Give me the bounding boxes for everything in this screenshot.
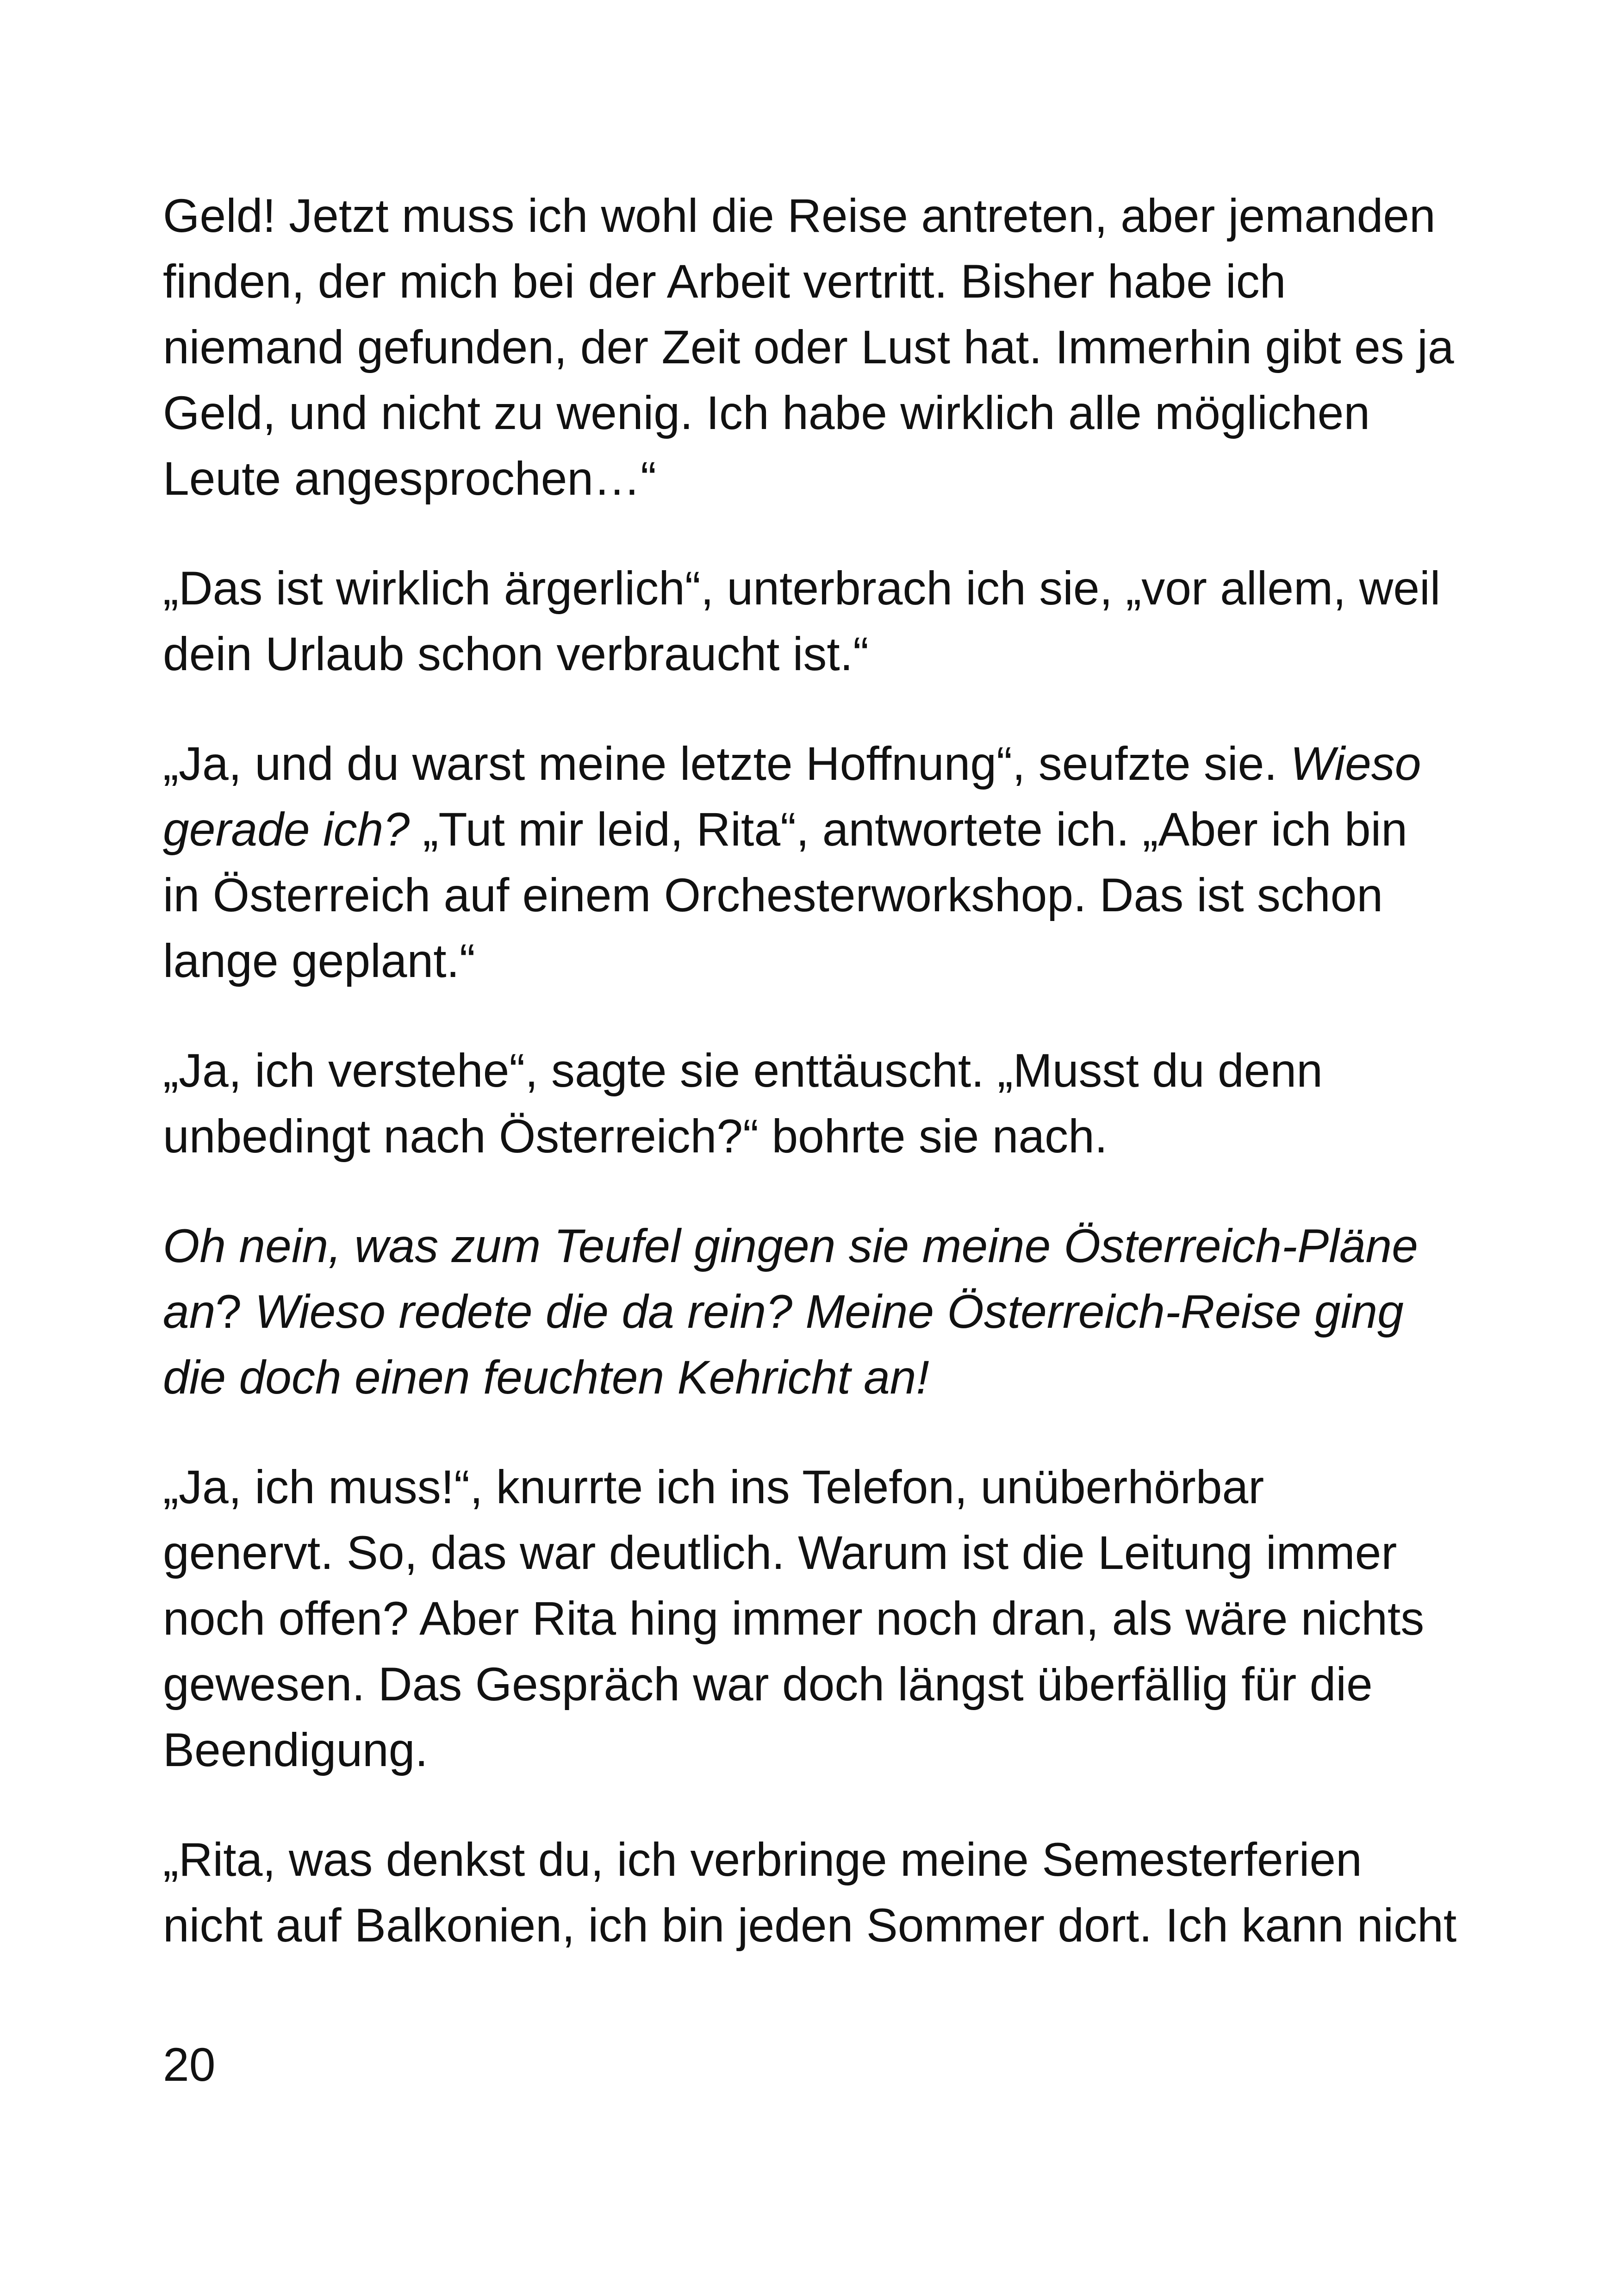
text-run: nicht auf Balkonien, ich bin jeden Sommer dort. Ich kann nicht	[163, 1899, 1457, 1952]
text-line	[163, 796, 1459, 862]
text-line	[163, 249, 1459, 314]
paragraph	[163, 183, 1459, 511]
text-line	[163, 446, 1459, 511]
text-run: Beendigung.	[163, 1724, 428, 1776]
text-line	[163, 731, 1459, 796]
italic-text: an	[163, 1285, 216, 1338]
paragraph	[163, 1827, 1459, 1958]
text-run: ?	[215, 1285, 255, 1338]
text-line	[163, 1213, 1459, 1279]
text-run: in Österreich auf einem Orchesterworkshop. Das ist schon	[163, 869, 1383, 921]
text-run: noch offen? Aber Rita hing immer noch dran, als wäre nichts	[163, 1592, 1425, 1645]
page-number: 20	[163, 2038, 216, 2091]
text-run: finden, der mich bei der Arbeit vertritt. Bisher habe ich	[163, 255, 1286, 308]
text-line	[163, 1892, 1459, 1958]
text-line	[163, 1520, 1459, 1586]
text-line	[163, 314, 1459, 380]
text-run: „Ja, ich verstehe“, sagte sie enttäuscht. „Musst du denn	[163, 1044, 1323, 1097]
text-line	[163, 1279, 1459, 1344]
text-run: Leute angesprochen…“	[163, 452, 657, 505]
text-line	[163, 928, 1459, 994]
text-run: „Rita, was denkst du, ich verbringe meine Semesterferien	[163, 1833, 1362, 1886]
text-line	[163, 1827, 1459, 1892]
text-run: genervt. So, das war deutlich. Warum ist die Leitung immer	[163, 1526, 1397, 1579]
text-line	[163, 1717, 1459, 1783]
text-line	[163, 183, 1459, 249]
body-text	[163, 183, 1459, 2002]
paragraph	[163, 731, 1459, 994]
text-run: „Ja, und du warst meine letzte Hoffnung“, seufzte sie.	[163, 737, 1291, 790]
text-line	[163, 1103, 1459, 1169]
text-line	[163, 555, 1459, 621]
text-line	[163, 1454, 1459, 1520]
text-run: unbedingt nach Österreich?“ bohrte sie nach.	[163, 1110, 1108, 1163]
text-line	[163, 862, 1459, 928]
italic-text: Wieso	[1290, 737, 1421, 790]
italic-text: Oh nein, was zum Teufel gingen sie meine Österreich-Pläne	[163, 1220, 1418, 1272]
italic-text: gerade ich?	[163, 803, 410, 856]
paragraph	[163, 1454, 1459, 1783]
paragraph	[163, 1038, 1459, 1169]
text-run: lange geplant.“	[163, 934, 475, 987]
italic-text: Wieso redete die da rein? Meine Österreich-Reise ging	[255, 1285, 1404, 1338]
text-line	[163, 380, 1459, 446]
paragraph	[163, 1213, 1459, 1410]
text-line	[163, 1344, 1459, 1410]
text-run: gewesen. Das Gespräch war doch längst überfällig für die	[163, 1658, 1373, 1711]
paragraph	[163, 555, 1459, 687]
text-line	[163, 1651, 1459, 1717]
text-run: „Ja, ich muss!“, knurrte ich ins Telefon, unüberhörbar	[163, 1461, 1264, 1513]
text-line	[163, 621, 1459, 687]
text-run: dein Urlaub schon verbraucht ist.“	[163, 628, 869, 680]
text-run: „Tut mir leid, Rita“, antwortete ich. „Aber ich bin	[410, 803, 1408, 856]
text-run: „Das ist wirklich ärgerlich“, unterbrach ich sie, „vor allem, weil	[163, 562, 1441, 615]
text-run: Geld, und nicht zu wenig. Ich habe wirklich alle möglichen	[163, 386, 1370, 439]
text-line	[163, 1038, 1459, 1103]
italic-text: die doch einen feuchten Kehricht an!	[163, 1351, 929, 1404]
text-run: niemand gefunden, der Zeit oder Lust hat. Immerhin gibt es ja	[163, 321, 1454, 373]
text-line	[163, 1586, 1459, 1651]
text-run: Geld! Jetzt muss ich wohl die Reise antreten, aber jemanden	[163, 189, 1436, 242]
